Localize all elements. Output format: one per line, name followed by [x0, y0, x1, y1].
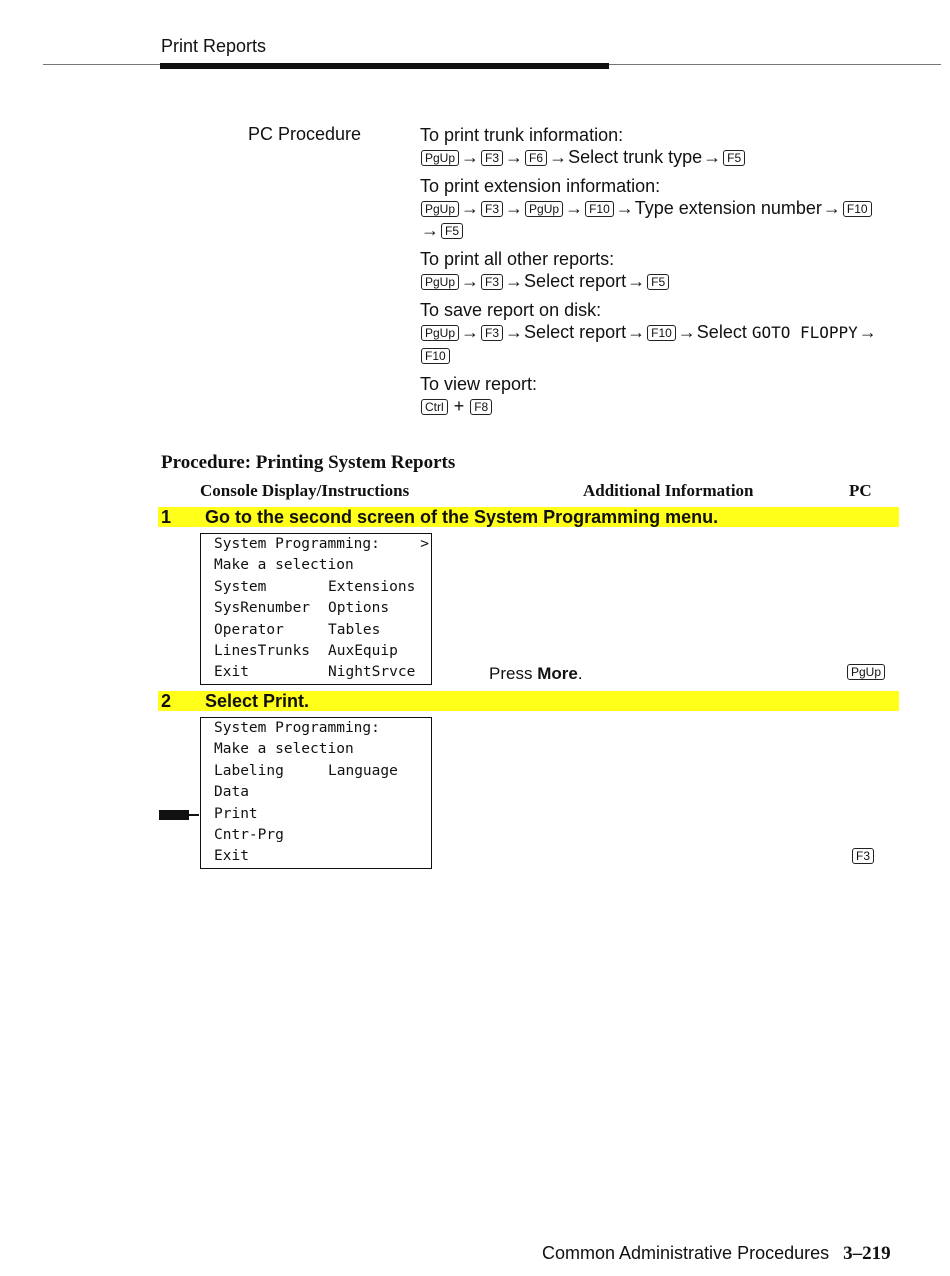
- pc-procedure-steps: [420, 124, 900, 424]
- console-prompt: Make a selection: [214, 741, 354, 758]
- pc-step-title: To print all other reports:: [420, 249, 615, 269]
- arrow-right-icon: →: [505, 322, 524, 342]
- console-row: [201, 577, 431, 598]
- pc-step-title: To save report on disk:: [420, 300, 602, 320]
- pc-procedure-label: PC Procedure: [248, 124, 362, 144]
- console-row: [201, 598, 431, 619]
- console-title: System Programming:: [214, 720, 380, 736]
- f3-key: F3: [481, 150, 503, 166]
- arrow-right-icon: →: [627, 322, 646, 342]
- f5-key: F5: [723, 150, 745, 166]
- f3-key: F3: [481, 274, 503, 290]
- info-key-name: More: [537, 664, 578, 683]
- plus-sign: +: [453, 396, 465, 416]
- menu-option: SysRenumber: [214, 600, 311, 617]
- f10-key: F10: [843, 201, 872, 217]
- f8-key: F8: [470, 399, 492, 415]
- f3-key: F3: [481, 325, 503, 341]
- menu-option: Data: [214, 784, 249, 801]
- arrow-right-icon: →: [615, 198, 634, 218]
- pc-key-cell-1: [846, 664, 886, 682]
- arrow-right-icon: →: [461, 322, 480, 342]
- menu-option-selected: Print: [214, 805, 258, 822]
- menu-option: Cntr-Prg: [214, 826, 284, 843]
- console-row: [201, 825, 431, 846]
- info-text: .: [577, 664, 583, 683]
- info-text: Press: [489, 664, 538, 683]
- console-header: [201, 534, 431, 555]
- arrow-right-icon: →: [421, 220, 439, 240]
- arrow-right-icon: →: [703, 147, 722, 167]
- column-header-console: Console Display/Instructions: [200, 481, 410, 500]
- step-number: 1: [161, 507, 172, 527]
- console-row: [201, 804, 431, 825]
- f3-key: F3: [481, 201, 503, 217]
- menu-option: NightSrvce: [328, 664, 416, 681]
- menu-option: Operator: [214, 621, 284, 638]
- goto-floppy-text: GOTO FLOPPY: [751, 323, 858, 342]
- console-row: [201, 761, 431, 782]
- arrow-right-icon: →: [627, 271, 646, 291]
- arrow-right-icon: →: [565, 198, 584, 218]
- step-text: Select trunk type: [568, 147, 703, 167]
- additional-info-1: [489, 664, 583, 684]
- pc-key-sequence: [420, 395, 900, 417]
- pc-step-title: To view report:: [420, 374, 538, 394]
- column-header-info: Additional Information: [583, 481, 754, 500]
- f5-key: F5: [647, 274, 669, 290]
- console-row: [201, 662, 431, 683]
- menu-option: AuxEquip: [328, 642, 398, 659]
- pc-step-trunk: [420, 124, 900, 168]
- f5-key: F5: [441, 223, 463, 239]
- column-header-pc: PC: [849, 481, 872, 500]
- step-text: Type extension number: [634, 198, 822, 218]
- footer-section: Common Administrative Procedures: [542, 1243, 830, 1263]
- more-indicator-icon: >: [420, 536, 429, 552]
- console-row: [201, 846, 431, 867]
- arrow-right-icon: →: [505, 271, 524, 291]
- arrow-right-icon: →: [822, 198, 841, 218]
- page-footer: [542, 1243, 891, 1265]
- arrow-right-icon: →: [858, 322, 877, 342]
- console-row: [201, 620, 431, 641]
- step-text: Select report: [524, 271, 627, 291]
- menu-option: System: [214, 578, 267, 595]
- pc-key-cell-2: [851, 848, 875, 866]
- console-prompt: Make a selection: [214, 557, 354, 574]
- pgup-key: PgUp: [421, 201, 459, 217]
- procedure-title: Procedure: Printing System Reports: [161, 452, 456, 473]
- arrow-right-icon: →: [461, 271, 480, 291]
- arrow-right-icon: →: [549, 147, 568, 167]
- header-thick-rule: [160, 63, 609, 69]
- menu-option: Language: [328, 762, 398, 779]
- selection-pointer-icon: [159, 810, 189, 820]
- running-head: Print Reports: [161, 36, 267, 56]
- pc-step-view-report: [420, 373, 900, 417]
- console-row: [201, 641, 431, 662]
- pc-key-sequence-cont: [420, 219, 900, 241]
- console-header: [201, 718, 431, 739]
- menu-option: Extensions: [328, 578, 416, 595]
- console-row: [201, 782, 431, 803]
- arrow-right-icon: →: [461, 198, 480, 218]
- step-1-bar: [158, 507, 899, 527]
- menu-option: Exit: [214, 664, 249, 681]
- menu-option: Tables: [328, 621, 381, 638]
- page-number: 3–219: [843, 1243, 891, 1264]
- pc-step-other-reports: [420, 248, 900, 292]
- menu-option: Options: [328, 600, 390, 617]
- arrow-right-icon: →: [505, 198, 524, 218]
- f3-key: F3: [852, 848, 874, 864]
- pc-step-title: To print trunk information:: [420, 125, 624, 145]
- f10-key: F10: [421, 348, 450, 364]
- pc-step-extension: [420, 175, 900, 241]
- menu-option: Labeling: [214, 762, 284, 779]
- pc-key-sequence-cont: [420, 344, 900, 366]
- step-2-bar: [158, 691, 899, 711]
- step-text: Select report: [524, 322, 627, 342]
- arrow-right-icon: →: [677, 322, 696, 342]
- arrow-right-icon: →: [505, 147, 524, 167]
- console-display-1: [200, 533, 432, 685]
- pgup-key: PgUp: [421, 150, 459, 166]
- menu-option: Exit: [214, 848, 249, 865]
- pc-step-title: To print extension information:: [420, 176, 661, 196]
- step-number: 2: [161, 691, 172, 711]
- pc-key-sequence: [420, 146, 900, 168]
- f10-key: F10: [585, 201, 614, 217]
- arrow-right-icon: →: [461, 147, 480, 167]
- console-display-2: [200, 717, 432, 869]
- step-instruction: Select Print.: [205, 691, 310, 711]
- pc-key-sequence: [420, 270, 900, 292]
- step-text: Select: [696, 322, 752, 342]
- selection-pointer-line: [189, 814, 199, 816]
- f10-key: F10: [647, 325, 676, 341]
- pgup-key: PgUp: [847, 664, 885, 680]
- pgup-key: PgUp: [421, 274, 459, 290]
- pc-key-sequence: [420, 321, 900, 344]
- ctrl-key: Ctrl: [421, 399, 448, 415]
- pc-key-sequence: [420, 197, 900, 219]
- pgup-key: PgUp: [525, 201, 563, 217]
- pgup-key: PgUp: [421, 325, 459, 341]
- console-title: System Programming:: [214, 536, 380, 552]
- step-instruction: Go to the second screen of the System Programming menu.: [205, 507, 719, 527]
- menu-option: LinesTrunks: [214, 642, 311, 659]
- pc-step-save-disk: [420, 299, 900, 366]
- f6-key: F6: [525, 150, 547, 166]
